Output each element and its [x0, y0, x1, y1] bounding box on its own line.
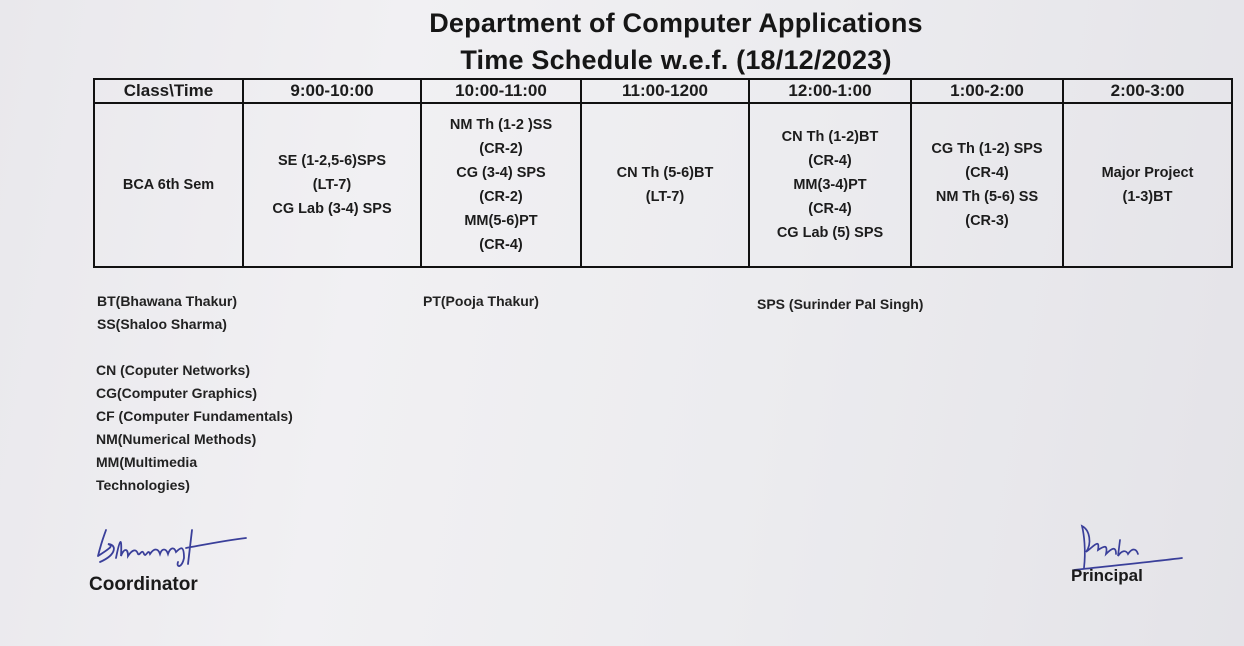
subject-entry: CG(Computer Graphics)	[96, 385, 258, 401]
subject-legend	[96, 359, 293, 497]
time-slot-header: 12:00-1:00	[749, 79, 911, 103]
subject-entry: NM(Numerical Methods)	[96, 431, 257, 447]
subject-entry: CN (Coputer Networks)	[96, 362, 251, 378]
time-slot-header: 11:00-1200	[581, 79, 749, 103]
cell-line: (LT-7)	[645, 189, 685, 205]
faculty-legend-col3	[757, 293, 923, 316]
subject-entry: CF (Computer Fundamentals)	[96, 408, 293, 424]
timetable-row	[94, 103, 1232, 267]
cell-line: CN Th (5-6)BT	[616, 165, 714, 181]
schedule-cell	[243, 103, 421, 267]
cell-line: (CR-2)	[479, 189, 523, 205]
cell-line: CG Th (1-2) SPS	[931, 141, 1043, 157]
department-title: Department of Computer Applications	[429, 8, 923, 38]
cell-line: Major Project	[1101, 165, 1194, 181]
cell-line: (CR-4)	[479, 237, 523, 253]
time-slot-header: 1:00-2:00	[911, 79, 1063, 103]
schedule-cell	[581, 103, 749, 267]
subject-entry: MM(Multimedia	[96, 454, 198, 470]
faculty-entry: SPS (Surinder Pal Singh)	[757, 296, 924, 312]
coordinator-label: Coordinator	[89, 574, 198, 595]
cell-line: CN Th (1-2)BT	[781, 129, 879, 145]
cell-line: (LT-7)	[312, 177, 352, 193]
schedule-cell	[911, 103, 1063, 267]
cell-line: (CR-3)	[965, 213, 1009, 229]
cell-line: NM Th (1-2 )SS	[449, 117, 553, 133]
faculty-entry: SS(Shaloo Sharma)	[97, 316, 227, 332]
cell-line: MM(3-4)PT	[793, 177, 867, 193]
schedule-title: Time Schedule w.e.f. (18/12/2023)	[460, 45, 892, 75]
faculty-entry: PT(Pooja Thakur)	[423, 293, 539, 309]
cell-line: (CR-4)	[965, 165, 1009, 181]
schedule-cell	[421, 103, 581, 267]
cell-line: (CR-4)	[808, 153, 852, 169]
principal-label: Principal	[1071, 566, 1143, 585]
cell-line: CG (3-4) SPS	[456, 165, 546, 181]
cell-line: NM Th (5-6) SS	[935, 189, 1039, 205]
cell-line: (1-3)BT	[1122, 189, 1173, 205]
subject-entry: Technologies)	[96, 477, 190, 493]
faculty-legend-col1	[97, 290, 237, 336]
schedule-cell	[1063, 103, 1232, 267]
time-slot-header: 10:00-11:00	[421, 79, 581, 103]
time-slot-header: 2:00-3:00	[1063, 79, 1232, 103]
timetable-header-row	[94, 79, 1232, 103]
faculty-entry: BT(Bhawana Thakur)	[97, 293, 238, 309]
cell-line: CG Lab (5) SPS	[776, 225, 884, 241]
class-name-cell: BCA 6th Sem	[94, 103, 243, 267]
coordinator-signature	[88, 518, 253, 573]
faculty-legend-col2	[423, 290, 539, 313]
corner-header: Class\Time	[94, 79, 243, 103]
cell-line: CG Lab (3-4) SPS	[272, 201, 392, 217]
timetable	[93, 78, 1233, 268]
schedule-cell	[749, 103, 911, 267]
cell-line: (CR-2)	[479, 141, 523, 157]
time-slot-header: 9:00-10:00	[243, 79, 421, 103]
cell-line: SE (1-2,5-6)SPS	[278, 153, 386, 169]
cell-line: (CR-4)	[808, 201, 852, 217]
cell-line: MM(5-6)PT	[464, 213, 538, 229]
